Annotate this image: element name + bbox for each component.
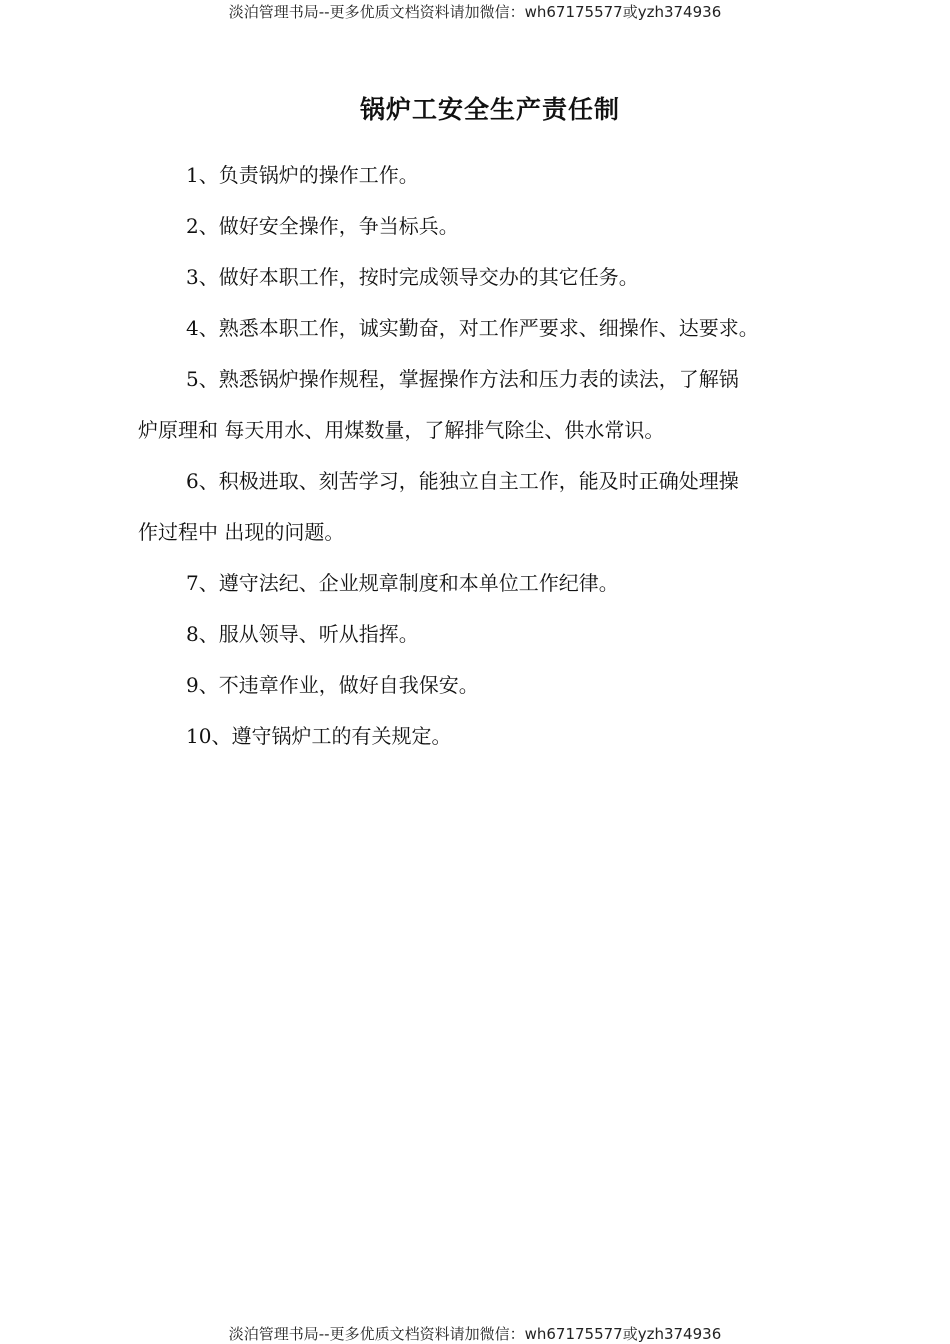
list-item-2 bbox=[138, 201, 838, 252]
list-item-text: 1、负责锅炉的操作工作。 bbox=[186, 163, 419, 187]
list-item-text: 2、做好安全操作，争当标兵。 bbox=[186, 214, 459, 238]
list-item-text: 7、遵守法纪、企业规章制度和本单位工作纪律。 bbox=[186, 571, 619, 595]
document-title: 锅炉工安全生产责任制 bbox=[359, 95, 620, 124]
list-item-4 bbox=[138, 303, 838, 354]
list-item-text: 3、做好本职工作，按时完成领导交办的其它任务。 bbox=[186, 265, 639, 289]
document-body bbox=[138, 150, 838, 762]
list-item-text: 9、不违章作业，做好自我保安。 bbox=[186, 673, 479, 697]
list-item-6 bbox=[138, 456, 838, 558]
list-item-text: 4、熟悉本职工作，诚实勤奋，对工作严要求、细操作、达要求。 bbox=[186, 316, 759, 340]
list-item-text: 10、遵守锅炉工的有关规定。 bbox=[186, 724, 452, 748]
list-item-1 bbox=[138, 150, 838, 201]
page-footer: 淡泊管理书局--更多优质文档资料请加微信：wh67175577或yzh374936 bbox=[228, 1325, 722, 1343]
list-item-continuation: 炉原理和 每天用水、用煤数量，了解排气除尘、供水常识。 bbox=[138, 418, 665, 442]
list-item-5 bbox=[138, 354, 838, 456]
list-item-10 bbox=[138, 711, 838, 762]
list-item-text: 8、服从领导、听从指挥。 bbox=[186, 622, 419, 646]
list-item-8 bbox=[138, 609, 838, 660]
list-item-9 bbox=[138, 660, 838, 711]
list-item-7 bbox=[138, 558, 838, 609]
list-item-text: 6、积极进取、刻苦学习，能独立自主工作，能及时正确处理操 bbox=[186, 469, 739, 493]
list-item-continuation: 作过程中 出现的问题。 bbox=[138, 520, 345, 544]
list-item-text: 5、熟悉锅炉操作规程，掌握操作方法和压力表的读法，了解锅 bbox=[186, 367, 739, 391]
page-header: 淡泊管理书局--更多优质文档资料请加微信：wh67175577或yzh374936 bbox=[228, 3, 722, 21]
list-item-3 bbox=[138, 252, 838, 303]
